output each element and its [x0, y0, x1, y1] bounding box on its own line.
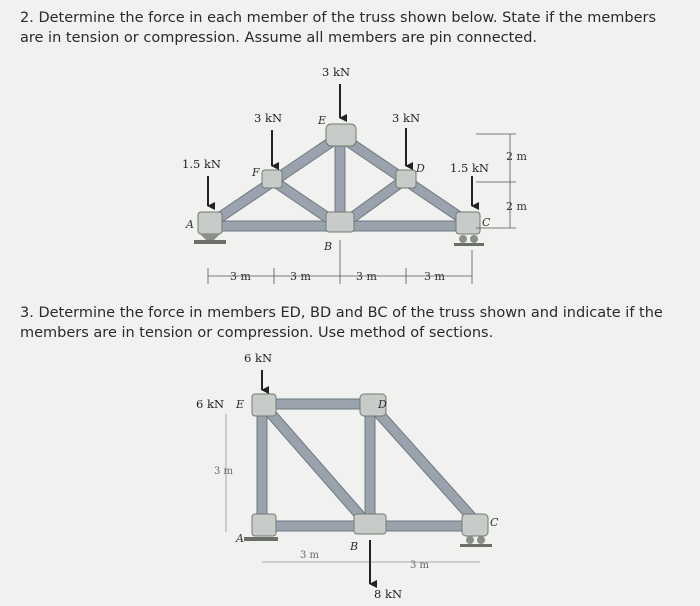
load-right-inner: 3 kN: [392, 111, 421, 125]
dim-span-3: 3 m: [356, 270, 377, 283]
truss-problem-3: [244, 394, 492, 547]
joint-e-p3: E: [236, 398, 245, 411]
joint-b: B: [324, 240, 333, 253]
joint-f: F: [252, 166, 260, 179]
joint-c: C: [482, 216, 491, 229]
dim-height-p3: 3 m: [214, 466, 234, 477]
dim-height-lower: 2 m: [506, 200, 527, 213]
joint-d-p3: D: [378, 398, 387, 411]
load-bottom: 8 kN: [374, 587, 403, 601]
dim-span-2: 3 m: [290, 270, 311, 283]
problem-3-text: 3. Determine the force in members ED, BD and BC of the truss shown and indicate if the members are in tension or compression. Use method of sections.: [20, 305, 663, 341]
load-right-outer: 1.5 kN: [450, 161, 489, 175]
dim-height-upper: 2 m: [506, 150, 527, 163]
load-left-outer: 1.5 kN: [182, 157, 221, 171]
dim-span-2-p3: 3 m: [410, 560, 430, 571]
truss-problem-2: [194, 124, 484, 246]
joint-c-p3: C: [490, 516, 499, 529]
load-left: 6 kN: [196, 397, 225, 411]
joint-d: D: [416, 162, 425, 175]
joint-a: A: [186, 218, 194, 231]
joint-e: E: [318, 114, 327, 127]
dim-span-1: 3 m: [230, 270, 251, 283]
dim-span-4: 3 m: [424, 270, 445, 283]
joint-b-p3: B: [350, 540, 359, 553]
joint-a-p3: A: [236, 532, 244, 545]
dim-span-1-p3: 3 m: [300, 550, 320, 561]
load-top: 6 kN: [244, 351, 273, 365]
load-left-inner: 3 kN: [254, 111, 283, 125]
load-top-center: 3 kN: [322, 65, 351, 79]
problem-2-text: 2. Determine the force in each member of the truss shown below. State if the members are in tension or compression. Assume all members are pin connected.: [20, 10, 657, 46]
